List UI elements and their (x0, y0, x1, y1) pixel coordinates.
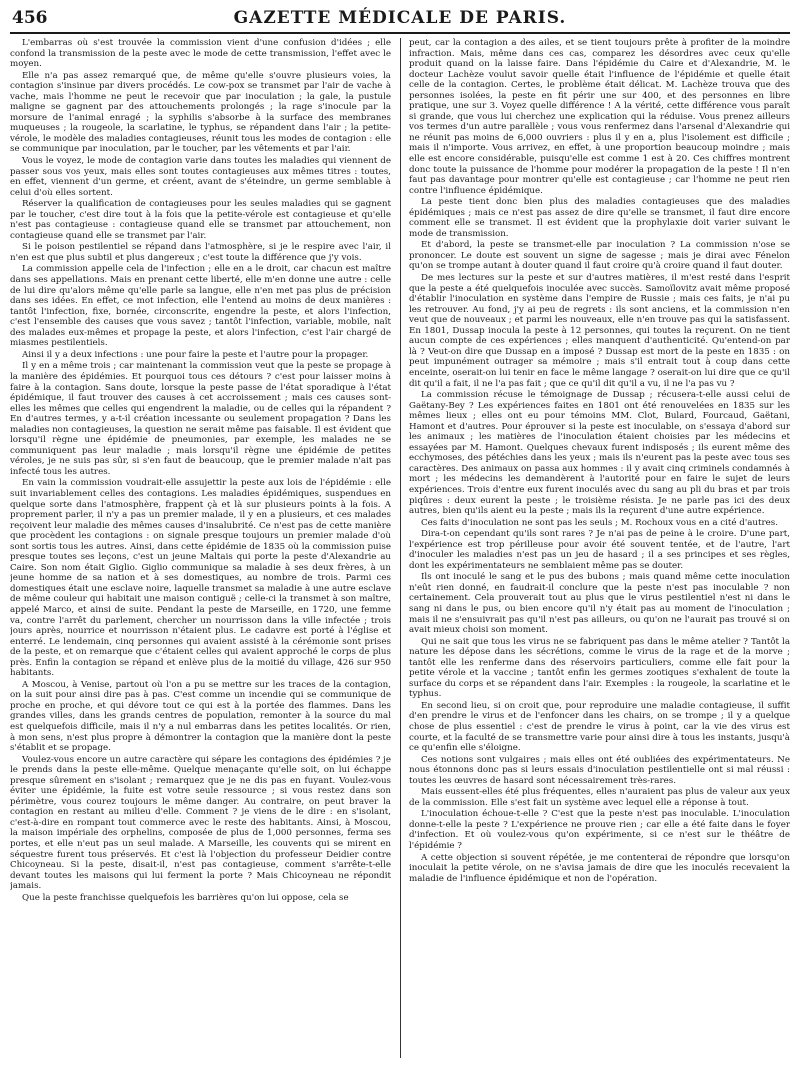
paragraph: Ces notions sont vulgaires ; mais elles ont été oubliées des expérimentateurs. Ne nous étonnons donc pas si leurs essais d'inoculation pestilentielle ont si mal réussi : toutes les œuvres de hasard sont nécessairement très-rares. (409, 754, 790, 786)
paragraph: En vain la commission voudrait-elle assujettir la peste aux lois de l'épidémie : elle suit invariablement celles des contagions. Les maladies épidémiques, suspendues en quelque sorte dans l'atmosphère, frappent çà et là sur plusieurs points à la fois. A proprement parler, il n'y a pas un premier malade, il y en a plusieurs, et ces malades reçoivent leur maladie des mêmes causes d'insalubrité. Ce n'est pas de cette manière que procèdent les contagions : on signale presque toujours un premier malade d'où sont sortis tous les autres. Ainsi, dans cette épidémie de 1835 où la commission puise presque toutes ses leçons, c'est un jeune Maltais qui porte la peste d'Alexandrie au Caire. Son nom était Giglio. Giglio communique sa maladie à ses deux frères, à un jeune homme de sa nation et à ses domestiques, au nombre de trois. Parmi ces domestiques était une esclave noire, laquelle transmet sa maladie à une autre esclave de même couleur qui habitait une maison contiguë ; celle-ci la transmet à son maître, appelé Marco, et ainsi de suite. Pendant la peste de Marseille, en 1720, une femme va, contre l'arrêt du parlement, chercher un nourrisson dans la ville infectée ; trois jours après, nourrice et nourrisson n'étaient plus. Le cadavre est porté à l'église et enterré. Le lendemain, cinq personnes qui avaient assisté à la cérémonie sont prises de la peste, et on remarque que c'étaient celles qui avaient approché le corps de plus près. Enfin la contagion se répand et enlève plus de la moitié du village, 426 sur 950 habitants. (10, 478, 391, 679)
page-header (10, 8, 790, 34)
paragraph: La commission appelle cela de l'infection ; elle en a le droit, car chacun est maître dans ses appellations. Mais en prenant cette liberté, elle m'en donne une autre : celle de lui dire qu'alors même qu'elle parle sa langue, elle n'en met pas plus de précision dans ses idées. En effet, ce mot infection, elle l'entend au moins de deux manières : tantôt l'infection, fixe, bornée, circonscrite, engendre la peste, et alors l'infection, c'est l'ensemble des causes que vous savez ; tantôt l'infection, variable, mobile, naît des malades eux-mêmes et propage la peste, et alors l'infection, c'est l'air chargé de miasmes pestilentiels. (10, 264, 391, 349)
paragraph: Elle n'a pas assez remarqué que, de même qu'elle s'ouvre plusieurs voies, la contagion s'insinue par divers procédés. Le cow-pox se transmet par l'air de vache à vache, mais l'homme ne peut le recevoir que par inoculation ; la gale, la pustule maligne se gagnent par des attouchements prolongés ; la rage s'inocule par la morsure de l'animal enragé ; la syphilis s'absorbe à la surface des membranes muqueuses ; la rougeole, la scarlatine, le typhus, se répandent dans l'air ; la petite-vérole, le modèle des maladies contagieuses, réunit tous les modes de contagion : elle se communique par inoculation, par le toucher, par les vêtements et par l'air. (10, 70, 391, 155)
paragraph: Si le poison pestilentiel se répand dans l'atmosphère, si je le respire avec l'air, il n'en est que plus subtil et plus dangereux ; c'est toute la différence que j'y vois. (10, 242, 391, 263)
paragraph: La commission récuse le témoignage de Dussap ; récusera-t-elle aussi celui de Gaëtany-Bey ? Les expériences faites en 1801 ont été renouvelées en 1835 sur les mêmes lieux ; elles ont eu pour témoins MM. Clot, Bulard, Fourcaud, Gaëtani, Hamont et d'autres. Pour éprouver si la peste est inoculable, on s'essaya d'abord sur les animaux ; les matières de l'inoculation étaient choisies par les médecins et essayées par M. Hamont. Quelques chevaux furent indisposés ; ils eurent même des ecchymoses, des pétéchies dans les yeux ; mais ils n'eurent pas la peste avec tous ses caractères. Des animaux on passa aux hommes : il y avait cinq criminels condamnés à mort ; les médecins les demandèrent à l'autorité pour en faire le sujet de leurs expériences. Trois d'entre eux furent inoculés avec du sang au pli du bras et par trois piqûres : deux eurent la peste ; le troisième résista. Je ne parle pas ici des deux autres, bien qu'ils aient eu la peste ; mais ils la reçurent d'une autre expérience. (409, 390, 790, 517)
paragraph: Il y en a même trois ; car maintenant la commission veut que la peste se propage à la manière des épidémies. Et pourquoi tous ces détours ? c'est pour laisser moins à faire à la contagion. Sans doute, lorsque la peste passe de l'état sporadique à l'état épidémique, il faut trouver des causes à cet accroissement ; mais ces causes sont-elles les mêmes que celles qui engendrent la maladie, ou de celles qui la répandent ? En d'autres termes, y a-t-il création incessante ou seulement propagation ? Dans les maladies non contagieuses, la question ne serait même pas faisable. Il est évident que lorsqu'il règne une épidémie de pneumonies, par exemple, les malades ne se communiquent pas leur maladie ; mais lorsqu'il règne une épidémie de petites véroles, je ne suis pas sûr, si s'en faut de beaucoup, que le premier malade n'ait pas infecté tous les autres. (10, 361, 391, 477)
paragraph: En second lieu, si on croit que, pour reproduire une maladie contagieuse, il suffit d'en prendre le virus et de l'enfoncer dans les chairs, on se trompe ; il y a quelque chose de plus essentiel : c'est de prendre le virus à point, car la vie des virus est courte, et la faculté de se transmettre varie pour ainsi dire à tous les instants, jusqu'à ce qu'enfin elle s'éloigne. (409, 700, 790, 754)
text-columns (10, 38, 790, 1060)
paragraph: Ils ont inoculé le sang et le pus des bubons ; mais quand même cette inoculation n'eût rien donné, en faudrait-il conclure que la peste n'est pas inoculable ? non certainement. Cela prouverait tout au plus que le virus pestilentiel n'est ni dans le sang ni dans le pus, ou bien encore qu'il n'y était pas au moment de l'inoculation ; mais il ne s'ensuivrait pas qu'il n'est pas ailleurs, ou qu'on ne l'aurait pas trouvé si on avait mieux choisi son moment. (409, 572, 790, 636)
paragraph: L'inoculation échoue-t-elle ? C'est que la peste n'est pas inoculable. L'inoculation donne-t-elle la peste ? L'expérience ne prouve rien ; car elle a été faite dans le foyer d'infection. Et où voulez-vous qu'on expérimente, si ce n'est sur le théâtre de l'épidémie ? (409, 809, 790, 852)
paragraph: Que la peste franchisse quelquefois les barrières qu'on lui oppose, cela se (22, 892, 349, 903)
paragraph: Voulez-vous encore un autre caractère qui sépare les contagions des épidémies ? je le prends dans la peste elle-même. Quelque menaçante qu'elle soit, on lui échappe presque sûrement en s'isolant ; remarquez que je ne dis pas en fuyant. Voulez-vous éviter une épidémie, la fuite est votre seule ressource ; si vous restez dans son périmètre, vous courez toujours le même danger. Au contraire, on peut braver la contagion en restant au milieu d'elle. Comment ? je viens de le dire : en s'isolant, c'est-à-dire en rompant tout commerce avec le reste des habitants. Ainsi, à Moscou, la maison impériale des orphelins, composée de plus de 1,000 personnes, ferma ses portes, et elle n'eut pas un seul malade. A Marseille, les couvents qui se mirent en séquestre furent tous préservés. Et c'est là l'objection du professeur Deidier contre Chicoyneau. Si la peste, disait-il, n'est pas contagieuse, comment s'arrête-t-elle devant toutes les maisons qui lui ferment la porte ? Mais Chicoyneau ne répondit jamais. (10, 754, 391, 892)
paragraph: Dira-t-on cependant qu'ils sont rares ? Je n'ai pas de peine à le croire. D'une part, l'expérience est trop périlleuse pour avoir été souvent tentée, et de l'autre, l'art d'inoculer les maladies n'est pas un jeu de hasard ; il a ses principes et ses règles, dont les expérimentateurs ne semblaient même pas se douter. (409, 529, 790, 571)
page-number: 456 (12, 8, 48, 28)
paragraph: La peste tient donc bien plus des maladies contagieuses que des maladies épidémiques ; mais ce n'est pas assez de dire qu'elle se transmet, il faut dire encore comment elle se transmet. Il est évident que la prophylaxie doit varier suivant le mode de transmission. (409, 197, 790, 239)
newspaper-page (10, 8, 790, 1060)
paragraph: Ces faits d'inoculation ne sont pas les seuls ; M. Rochoux vous en a cité d'autres. (421, 517, 779, 528)
paragraph: Ainsi il y a deux infections : une pour faire la peste et l'autre pour la propager. (22, 349, 369, 360)
paragraph: A Moscou, à Venise, partout où l'on a pu se mettre sur les traces de la contagion, on la suit pour ainsi dire pas à pas. C'est comme un incendie qui se communique de proche en proche, et qui dévore tout ce qui est à la portée des flammes. Dans les grandes villes, dans les grands centres de population, remonter à la source du mal est quelquefois difficile, mais il n'y a nul embarras dans les petites localités. Or rien, à mon sens, n'est plus propre à démontrer la contagion que la manière dont la peste s'établit et se propage. (10, 679, 391, 754)
paragraph: Mais eussent-elles été plus fréquentes, elles n'auraient pas plus de valeur aux yeux de la commission. Elle s'est fait un système avec lequel elle a réponse à tout. (409, 787, 790, 808)
paragraph: De mes lectures sur la peste et sur d'autres matières, il m'est resté dans l'esprit que la peste a été quelquefois inoculée avec succès. Samoïlovitz avait même proposé d'établir l'inoculation en système dans l'empire de Russie ; mais ces faits, je n'ai pu les retrouver. Au fond, j'y ai peu de regrets : ils sont anciens, et la commission n'en veut que de nouveaux ; et parmi les nouveaux, elle n'en trouve pas qui la satisfassent. En 1801, Dussap inocula la peste à 12 personnes, qui toutes la reçurent. On ne tient aucun compte de ces expériences ; elles manquent d'authenticité. Qu'entend-on par là ? Veut-on dire que Dussap en a imposé ? Dussap est mort de la peste en 1835 : on peut impunément outrager sa mémoire ; mais s'il entrait tout à coup dans cette enceinte, oserait-on lui tenir en face le même langage ? oserait-on lui dire que ce qu'il dit qu'il a fait, il ne l'a pas fait ; que ce qu'il dit qu'il a vu, il ne l'a pas vu ? (409, 273, 790, 389)
column-divider (400, 38, 401, 1058)
paragraph: Et d'abord, la peste se transmet-elle par inoculation ? La commission n'ose se prononcer. Le doute est souvent un signe de sagesse ; mais je dirai avec Fénelon qu'on se trompe autant à douter quand il faut croire qu'à croire quand il faut douter. (409, 240, 790, 272)
paragraph: A cette objection si souvent répétée, je me contenterai de répondre que lorsqu'on inoculait la petite vérole, on ne s'avisa jamais de dire que les inoculés recevaient la maladie de l'influence épidémique et non de l'opération. (409, 852, 790, 884)
right-column (409, 38, 790, 1058)
paragraph: Réserver la qualification de contagieuses pour les seules maladies qui se gagnent par le toucher, c'est dire tout à la fois que la petite-vérole est contagieuse et qu'elle n'est pas contagieuse : contagieuse quand elle se transmet par attouchement, non contagieuse quand elle se transmet par l'air. (10, 199, 391, 241)
left-column (10, 38, 391, 1058)
paragraph: peut, car la contagion a des ailes, et se tient toujours prête à profiter de la moindre infraction. Mais, même dans ces cas, comparez les désordres avec ceux qu'elle produit quand on la laisse faire. Dans l'épidémie du Caire et d'Alexandrie, M. le docteur Lachèze voulut savoir quelle était l'influence de l'épidémie et quelle était celle de la contagion. Certes, le problème était délicat. M. Lachèze trouva que des personnes isolées, la peste en fit périr une sur 400, et des personnes en libre pratique, une sur 3. Voyez quelle différence ! A la vérité, cette différence vous paraît si grande, que vous lui cherchez une explication qui la réduise. Vous prenez ailleurs vos termes d'un autre parallèle ; vous vous renfermez dans l'arsenal d'Alexandrie qui ne réunit pas moins de 6,000 ouvriers : plus il y en a, plus l'isolement est difficile ; mais il n'importe. Vous arrivez, en effet, à une proportion beaucoup moindre ; mais elle est encore considérable, puisqu'elle est comme 1 est à 20. Ces chiffres montrent donc toute la puissance de l'homme pour modérer la propagation de la peste ! Il n'en faut pas davantage pour montrer qu'elle est contagieuse ; car l'homme ne peut rien contre l'influence épidémique. (409, 38, 790, 196)
paragraph: L'embarras où s'est trouvée la commission vient d'une confusion d'idées ; elle confond la transmission de la peste avec le mode de cette transmission, l'effet avec le moyen. (10, 38, 391, 70)
journal-title: GAZETTE MÉDICALE DE PARIS. (233, 8, 567, 28)
paragraph: Vous le voyez, le mode de contagion varie dans toutes les maladies qui viennent de passer sous vos yeux, mais elles sont toutes contagieuses aux mêmes titres : toutes, en effet, viennent d'un germe, et créent, avant de s'éteindre, un germe semblable à celui d'où elles sortent. (10, 156, 391, 198)
paragraph: Qui ne sait que tous les virus ne se fabriquent pas dans le même atelier ? Tantôt la nature les dépose dans les sécrétions, comme le virus de la rage et de la morve ; tantôt elle les renferme dans des réservoirs particuliers, comme elle fait pour la petite vérole et la vaccine ; tantôt enfin les germes zootiques s'exhalent de toute la surface du corps et se répandent dans l'air. Exemples : la rougeole, la scarlatine et le typhus. (409, 636, 790, 700)
